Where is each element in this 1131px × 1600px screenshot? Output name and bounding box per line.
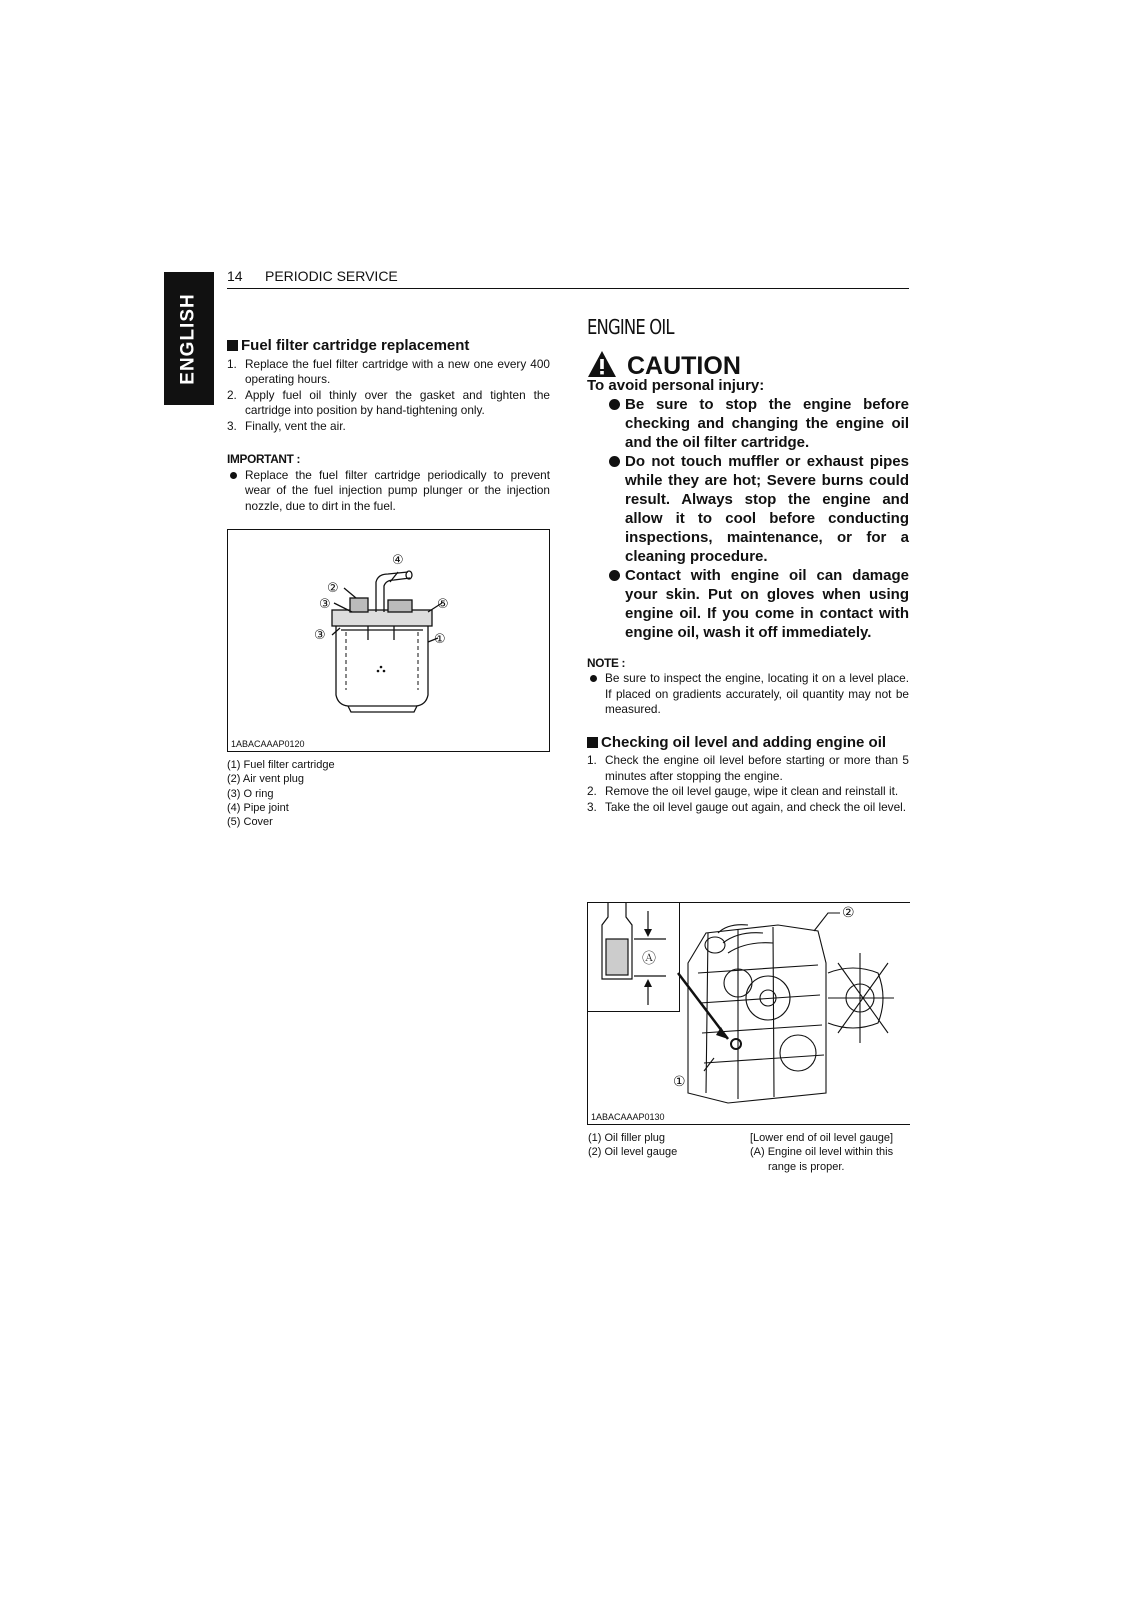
engine-oil-title: ENGINE OIL [587,315,674,339]
list-item: 3. Take the oil level gauge out again, and check the oil level. [587,799,907,814]
list-item: 1. Replace the fuel filter cartridge with a new one every 400 operating hours. [227,356,550,386]
oil-level-steps [587,753,909,815]
engine-illustration [588,903,910,1124]
fuel-filter-heading: Fuel filter cartridge replacement [227,338,550,354]
section-title: PERIODIC SERVICE [265,268,398,284]
list-item: 3. Finally, vent the air. [227,418,346,433]
caption: (A) Engine oil level within this [750,1146,894,1159]
caption: (5) Cover [227,816,273,829]
figure-code: 1ABACAAAP0120 [231,739,305,749]
list-item: Be sure to stop the engine before checking and changing the engine oil and the oil filter cartridge. [587,395,909,452]
caption: range is proper. [768,1160,845,1173]
callout-2: ② [842,905,855,921]
caution-body [587,376,909,642]
figure-code: 1ABACAAAP0130 [591,1112,665,1122]
fuel-filter-steps [227,357,550,435]
language-tab [164,272,214,405]
caption: (1) Oil filler plug [588,1132,666,1144]
left-column [227,338,550,514]
captions-right [750,1131,910,1174]
caption: (1) Fuel filter cartridge [227,759,335,771]
list-item: Be sure to inspect the engine, locating it on a level place. If placed on gradients accurately, oil quantity may not be measured. [587,671,909,718]
list-item: 1. Check the engine oil level before starting or more than 5 minutes after stopping the engine. [587,753,909,783]
important-list [227,468,550,515]
language-tab-label: ENGLISH [178,292,200,385]
caption: (4) Pipe joint [227,801,289,814]
fuel-filter-figure [227,529,550,752]
callout-1: ① [673,1074,686,1090]
callout-4: ④ [392,553,404,568]
bullet-icon [609,570,620,581]
caption: (2) Oil level gauge [588,1146,678,1159]
bullet-icon [230,472,237,479]
callout-1: ① [434,632,446,647]
square-bullet-icon [227,340,238,351]
important-label: IMPORTANT : [227,452,301,466]
list-item: Contact with engine oil can damage your skin. Put on gloves when using engine oil. If you come in contact with engine oil, wash it off immediately. [587,566,909,642]
list-item: Replace the fuel filter cartridge periodically to prevent wear of the fuel injection pump plunger or the injection nozzle, due to dirt in the fuel. [227,468,550,515]
callout-3a: ③ [319,597,331,612]
callout-5: ⑤ [437,597,449,612]
caution-word: CAUTION [627,351,741,380]
warning-triangle-icon [587,350,617,378]
bullet-icon [590,675,597,682]
caution-lead: To avoid personal injury: [587,376,765,394]
captions-left [588,1131,677,1160]
note-label: NOTE : [587,655,626,670]
caption: [Lower end of oil level gauge] [750,1132,894,1144]
list-item: 2. Apply fuel oil thinly over the gasket and tighten the cartridge into position by hand-tightening only. [227,387,550,417]
list-item: 2. Remove the oil level gauge, wipe it clean and reinstall it. [587,784,899,798]
callout-2: ② [327,581,339,596]
page-header [227,266,909,289]
bullet-icon [609,456,620,467]
list-item: Do not touch muffler or exhaust pipes while they are hot; Severe burns could result. Always stop the engine and allow it to cool before conducting inspections, maintenance, or for a cleaning procedure. [587,452,909,566]
callout-3b: ③ [314,628,326,643]
page-number: 14 [227,268,243,284]
caption: (2) Air vent plug [227,773,305,786]
note-list [587,671,909,718]
engine-figure [587,902,910,1125]
oil-level-heading: Checking oil level and adding engine oil [587,735,909,751]
right-column [587,315,909,815]
callout-A: Ⓐ [642,951,656,967]
bullet-icon [609,399,620,410]
caution-banner [587,348,909,378]
square-bullet-icon [587,737,598,748]
fuel-filter-captions [227,758,335,829]
fuel-filter-illustration [228,530,549,751]
caution-list [587,395,909,642]
caption: (3) O ring [227,787,274,800]
